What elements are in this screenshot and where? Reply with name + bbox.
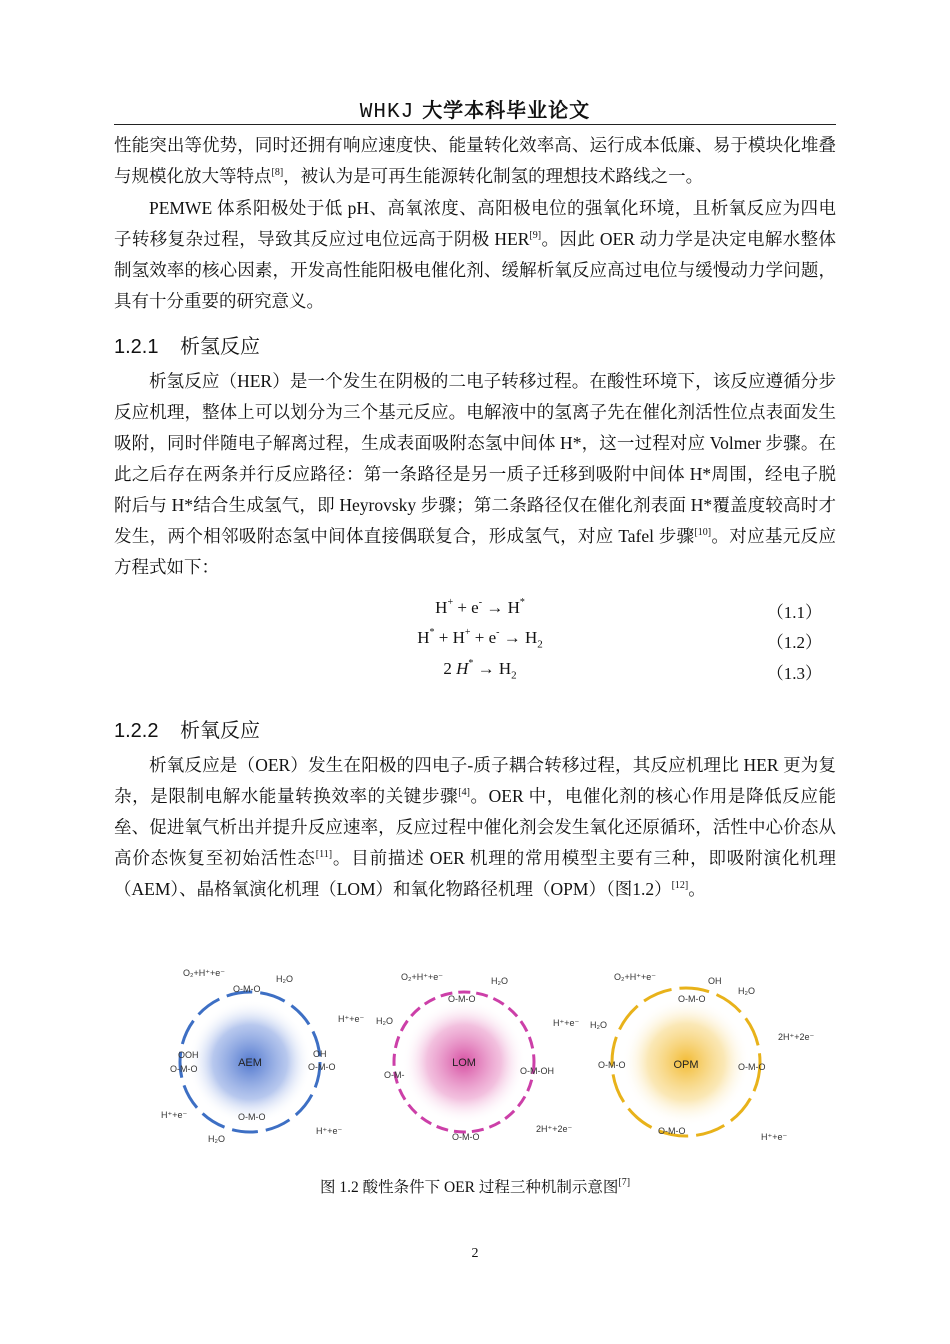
opm-label: OPM: [673, 1059, 699, 1071]
opm-h2o-label: H₂O: [738, 986, 755, 996]
lom-label: LOM: [452, 1057, 476, 1069]
section-number: 1.2.1: [114, 336, 159, 358]
equation-1-3: 2 $H^* \to H_2$: [443, 658, 517, 682]
p4-text-b: 。OER 中，电催化剂的核心作用是降低反应能垒、促进氧气析出并提升反应速率，反应过程中催化剂会发生氧化还原循环，活性中心价态从高价态恢复至初始活性态: [114, 786, 837, 868]
aem-oh-label: OH: [313, 1049, 327, 1059]
opm-2hpe-label: 2H⁺+2e⁻: [778, 1032, 815, 1042]
citation: [12]: [671, 880, 689, 891]
citation: [4]: [458, 787, 470, 798]
opm-h2o-label: H₂O: [590, 1020, 607, 1030]
section-number: 1.2.2: [114, 720, 159, 742]
aem-panel: [161, 968, 365, 1144]
opm-hpe-label: H⁺+e⁻: [761, 1132, 788, 1142]
lom-om-label: O-M-: [384, 1070, 405, 1080]
p1-text-b: ，被认为是可再生能源转化制氢的理想技术路线之一。: [283, 166, 704, 186]
section-heading-1-2-2: [114, 714, 260, 743]
lom-panel: [376, 972, 580, 1142]
section-heading-1-2-1: [114, 330, 260, 359]
lom-h2o-label: H₂O: [491, 976, 508, 986]
aem-hpe-label: H⁺+e⁻: [338, 1014, 365, 1024]
p2-text-a: PEMWE 体系阳极处于低 pH、高氧浓度、高阳极电位的强氧化环境，且析氧反应为四电子转移复杂过程，导致其反应过电位远高于阴极 HER: [114, 198, 836, 249]
aem-ooh-label: OOH: [178, 1050, 199, 1060]
citation: [9]: [529, 230, 542, 241]
opm-omo-label: O-M-O: [598, 1060, 626, 1070]
opm-omo-label: O-M-O: [658, 1126, 686, 1136]
aem-o2-label: O₂+H⁺+e⁻: [183, 968, 226, 978]
aem-omo-label: O-M-O: [308, 1062, 336, 1072]
opm-omo-label: O-M-O: [678, 994, 706, 1004]
lom-o2-label: O₂+H⁺+e⁻: [401, 972, 444, 982]
p3-text-b: 。对应基元反应方程式如下：: [114, 526, 836, 577]
opm-oh-label: OH: [708, 976, 722, 986]
opm-o2-label: O₂+H⁺+e⁻: [614, 972, 657, 982]
running-header: [114, 94, 836, 124]
citation: [7]: [618, 1177, 631, 1188]
caption-text: 图 1.2 酸性条件下 OER 过程三种机制示意图: [319, 1179, 619, 1196]
section-title: 析氢反应: [180, 334, 260, 358]
oer-mechanism-figure: [158, 962, 815, 1152]
p4-text-c: 。目前描述 OER 机理的常用模型主要有三种，即吸附演化机理（AEM）、晶格氧演化机理（LOM）和氧化物路径机理（OPM）（图1.2）: [114, 848, 836, 899]
opm-omo-label: O-M-O: [738, 1062, 766, 1072]
p4-text-d: 。: [688, 879, 706, 899]
header-rule: [114, 124, 836, 125]
citation: [8]: [271, 167, 284, 178]
aem-omo-label: O-M-O: [238, 1112, 266, 1122]
lom-omoh-label: O-M-OH: [520, 1066, 554, 1076]
aem-omo-label: O-M-O: [233, 984, 261, 994]
aem-h2o-label: H₂O: [208, 1134, 225, 1144]
lom-h2o-label: H₂O: [376, 1016, 393, 1026]
lom-omo-label: O-M-O: [448, 994, 476, 1004]
paragraph-2: [114, 193, 836, 317]
equation-number: （1.3）: [766, 664, 822, 683]
p3-text-a: 析氢反应（HER）是一个发生在阴极的二电子转移过程。在酸性环境下，该反应遵循分步反应机理，整体上可以划分为三个基元反应。电解液中的氢离子先在催化剂活性位点表面发生吸附，同时伴随电子解离过程，生成表面吸附态氢中间体 H*，这一过程对应 Volmer 步骤。在此之后存在两条并行反应路径：第一条路径是另一质子迁移到吸附中间体 H*周围，经电子脱附后与 H*结合生成氢气，即 Heyrovsky 步骤；第二条路径仅在催化剂表面 H*覆盖度较高时才发生，两个相邻吸附态氢中间体直接偶联复合，形成氢气，对应 Tafel 步骤: [114, 371, 836, 546]
figure-caption: [114, 1175, 836, 1197]
p1-text-a: 性能突出等优势，同时还拥有响应速度快、能量转化效率高、运行成本低廉、易于模块化堆叠与规模化放大等特点: [114, 135, 836, 186]
aem-hpe-label: H⁺+e⁻: [161, 1110, 188, 1120]
p2-text-b: 。因此 OER 动力学是决定电解水整体制氢效率的核心因素，开发高性能阳极电催化剂、缓解析氧反应高过电位与缓慢动力学问题，具有十分重要的研究意义。: [114, 229, 837, 311]
page-number: 2: [471, 1246, 479, 1261]
aem-omo-label: O-M-O: [170, 1064, 198, 1074]
citation: [10]: [694, 527, 712, 538]
lom-hpe-label: H⁺+e⁻: [553, 1018, 580, 1028]
opm-panel: [590, 972, 815, 1142]
equation-number: （1.2）: [766, 633, 822, 652]
citation: [11]: [315, 849, 333, 860]
header-title: 大学本科毕业论文: [422, 98, 591, 122]
header-latin: WHKJ: [359, 101, 415, 124]
lom-2hpe-label: 2H⁺+2e⁻: [536, 1124, 573, 1134]
paragraph-3: [114, 366, 836, 583]
section-title: 析氧反应: [180, 718, 260, 742]
aem-hpe-label: H⁺+e⁻: [316, 1126, 343, 1136]
equation-1-1: H+ + e- → H*: [435, 597, 525, 617]
aem-label: AEM: [238, 1057, 262, 1069]
paragraph-1: [114, 130, 836, 192]
equation-1-2: $H^* + H^+ + e^- \to H_2$: [417, 627, 543, 651]
equation-number: （1.1）: [766, 603, 822, 622]
aem-h2o-label: H₂O: [276, 974, 293, 984]
lom-omo-label: O-M-O: [452, 1132, 480, 1142]
p4-text-a: 析氧反应是（OER）发生在阳极的四电子-质子耦合转移过程，其反应机理比 HER 更为复杂，是限制电解水能量转换效率的关键步骤: [114, 755, 836, 806]
paragraph-4: [114, 750, 836, 905]
